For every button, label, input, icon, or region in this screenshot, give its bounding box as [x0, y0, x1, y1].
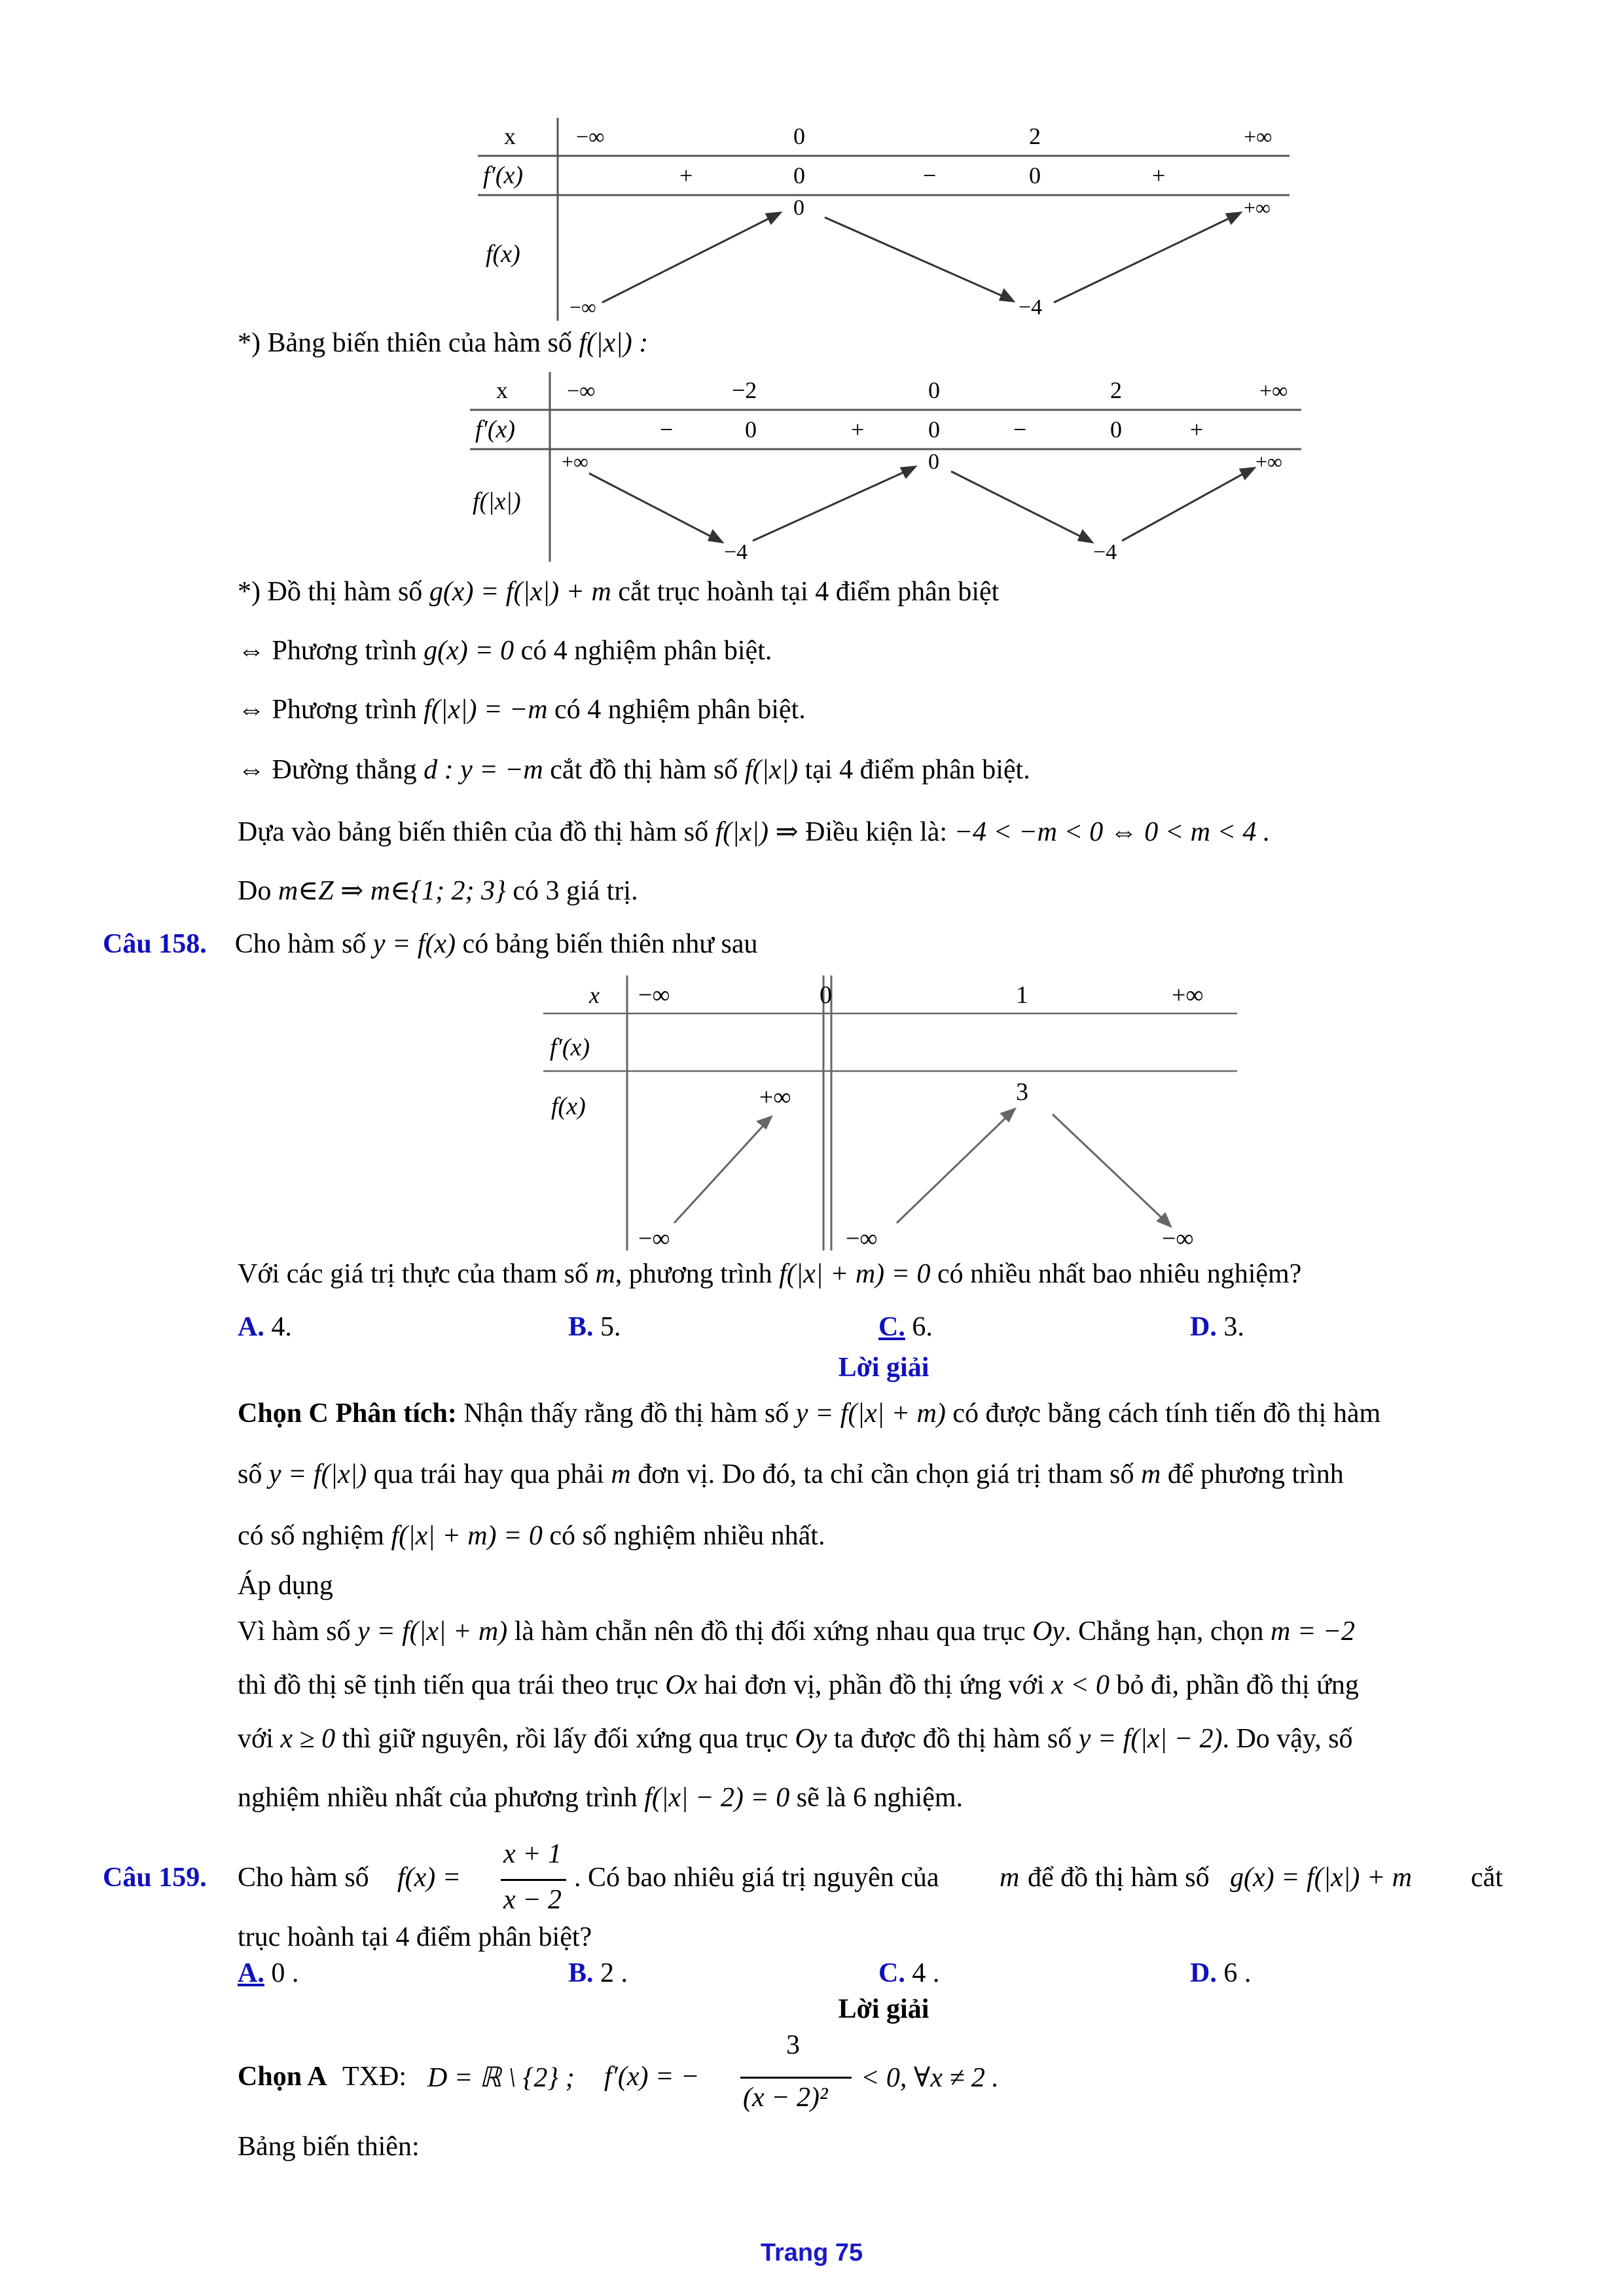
q158-option-a[interactable]	[238, 1311, 292, 1343]
q158-s8-formula: f(|x| − 2) = 0	[644, 1783, 790, 1813]
q158-ask-m: m	[595, 1259, 615, 1289]
q159-opt-a-letter: A.	[238, 1958, 264, 1988]
line-equiv-1	[238, 635, 772, 666]
q158-sol-line7	[238, 1723, 1353, 1755]
q158-ask-text3: có nhiều nhất bao nhiêu nghiệm?	[937, 1259, 1302, 1289]
q158-ask-text2: , phương trình	[615, 1259, 772, 1289]
t2-fp-5: 0	[1110, 416, 1122, 443]
q159-opt-a-value: 0 .	[271, 1958, 299, 1988]
q158-s2-text3: đơn vị. Do đó, ta chỉ cần chọn giá trị tham số	[638, 1459, 1134, 1489]
l2-text: ⇔ Phương trình	[238, 636, 417, 666]
q159-s1-den: (x − 2)²	[743, 2083, 828, 2113]
q159-opt-d-letter: D.	[1190, 1958, 1217, 1988]
q158-s5-text3: . Chẳng hạn, chọn	[1064, 1616, 1264, 1647]
q159-s1-domain: D = ℝ \ {2} ;	[427, 2063, 575, 2093]
line-equiv-2	[238, 694, 806, 725]
l1-text: *) Đồ thị hàm số	[238, 577, 423, 607]
q158-s6-text: thì đồ thị sẽ tịnh tiến qua trái theo trục	[238, 1670, 659, 1700]
q159-text: Cho hàm số	[238, 1863, 369, 1893]
t2-f-0: +∞	[562, 450, 588, 473]
t2-f-3: −4	[1093, 540, 1117, 562]
t2-label-f: f(|x|)	[473, 488, 521, 515]
q158-t-f-4: −∞	[1162, 1225, 1194, 1250]
t2-x-1: −2	[732, 377, 757, 403]
t2-x-3: 2	[1110, 377, 1122, 403]
q158-s2-m: m	[611, 1459, 631, 1489]
q159-text3: để đồ thị hàm số	[1028, 1863, 1210, 1893]
q158-s2-text2: qua trái hay qua phải	[373, 1459, 604, 1489]
l1-text2: cắt trục hoành tại 4 điểm phân biệt	[618, 577, 1000, 607]
t1-x-0: −∞	[576, 125, 605, 149]
q158-sol-line4: Áp dụng	[238, 1571, 333, 1601]
q158-s5-formula2: m = −2	[1271, 1616, 1356, 1647]
q158-ask-formula: f(|x| + m) = 0	[779, 1259, 931, 1289]
q159-frac-num: x + 1	[503, 1839, 562, 1869]
t1-fp-2: −	[923, 162, 937, 189]
t1-label-f: f(x)	[486, 240, 520, 268]
q158-s3-text: có số nghiệm	[238, 1521, 384, 1551]
q159-s1-bold: Chọn A	[238, 2062, 327, 2092]
q158-s7-text: với	[238, 1724, 274, 1754]
bbt-title-text: *) Bảng biến thiên của hàm số	[238, 328, 572, 358]
l6-text2: có 3 giá trị.	[513, 876, 638, 906]
q158-opt-b-value: 5.	[600, 1312, 621, 1342]
t1-x-3: +∞	[1244, 125, 1272, 149]
q159-stem-line2: trục hoành tại 4 điểm phân biệt?	[238, 1922, 592, 1952]
l3-text2: có 4 nghiệm phân biệt.	[554, 695, 806, 725]
q158-s6-text2: hai đơn vị, phần đồ thị ứng với	[704, 1670, 1045, 1700]
l6-formula: m∈Z ⇒ m∈{1; 2; 3}	[278, 876, 506, 906]
q158-s7-text4: . Do vậy, số	[1222, 1724, 1353, 1754]
q158-label: Câu 158.	[103, 929, 207, 959]
l2-text2: có 4 nghiệm phân biệt.	[520, 636, 772, 666]
t1-label-fp: f′(x)	[483, 162, 524, 189]
t1-fp-1: 0	[793, 162, 805, 189]
q158-s8-text2: sẽ là 6 nghiệm.	[796, 1783, 964, 1813]
q158-s7-formula: x ≥ 0	[280, 1724, 336, 1754]
line-equiv-3	[238, 754, 1030, 786]
q158-s6-ox: Ox	[665, 1670, 698, 1700]
l4-text2: cắt đồ thị hàm số	[550, 755, 738, 785]
q158-opt-c-letter: C.	[878, 1312, 905, 1342]
t2-fp-6: +	[1190, 416, 1204, 443]
q159-opt-b-value: 2 .	[600, 1958, 628, 1988]
variation-table-f-abs	[470, 372, 1301, 562]
t1-x-1: 0	[793, 123, 805, 149]
q158-t-f-2: −∞	[638, 1225, 670, 1250]
q158-s7-text2: thì giữ nguyên, rồi lấy đối xứng qua trục	[342, 1724, 788, 1754]
t2-f-4: +∞	[1255, 450, 1282, 473]
q158-s2-formula: y = f(|x|)	[268, 1459, 367, 1489]
q158-s1-text: Nhận thấy rằng đồ thị hàm số	[463, 1398, 789, 1429]
l4-formula2: f(|x|)	[744, 755, 799, 785]
q158-sol-line5	[238, 1616, 1355, 1647]
l4-text: ⇔ Đường thẳng	[238, 755, 417, 785]
q158-s2-text4: để phương trình	[1167, 1459, 1344, 1489]
t2-f-1: −4	[724, 540, 748, 562]
q159-option-c[interactable]	[878, 1958, 939, 1989]
q158-s2-m2: m	[1140, 1459, 1161, 1489]
l5-formula: f(|x|) ⇒	[715, 817, 799, 847]
q158-t-f-1: 3	[1016, 1078, 1028, 1106]
q158-s5-text2: là hàm chẵn nên đồ thị đối xứng nhau qua trục	[514, 1616, 1026, 1647]
q158-t-label-f: f(x)	[551, 1093, 586, 1120]
t1-x-2: 2	[1029, 123, 1041, 149]
t1-fp-4: +	[1152, 162, 1166, 189]
q159-label: Câu 159.	[103, 1863, 207, 1893]
q159-gx: g(x) = f(|x|) + m	[1230, 1863, 1413, 1893]
t2-fp-0: −	[660, 416, 674, 443]
q158-question	[238, 1258, 1301, 1290]
q158-s8-text: nghiệm nhiều nhất của phương trình	[238, 1783, 638, 1813]
t2-fp-1: 0	[745, 416, 757, 443]
q158-s3-formula: f(|x| + m) = 0	[391, 1521, 543, 1551]
q158-s1-bold: Chọn C Phân tích:	[238, 1398, 457, 1429]
q158-opt-b-letter: B.	[568, 1312, 594, 1342]
line-conclusion	[238, 874, 638, 907]
l3-text: ⇔ Phương trình	[238, 695, 417, 725]
l4-text3: tại 4 điểm phân biệt.	[804, 755, 1030, 785]
q158-option-c[interactable]	[878, 1311, 933, 1343]
t2-fp-2: +	[851, 416, 865, 443]
bbt-f-abs-title	[238, 327, 648, 359]
q158-text2: có bảng biến thiên như sau	[462, 929, 758, 959]
q158-s1-text2: có được bằng cách tính tiến đồ thị hàm	[952, 1398, 1381, 1429]
q159-sol-line1	[238, 2030, 1481, 2115]
q159-text2: . Có bao nhiêu giá trị nguyên của	[574, 1863, 939, 1893]
line-graph-condition	[238, 576, 999, 608]
line-condition	[238, 815, 1270, 848]
variation-table-f	[478, 118, 1290, 321]
q158-sol-line6	[238, 1669, 1359, 1701]
q158-s5-text: Vì hàm số	[238, 1616, 351, 1647]
q158-ask-text: Với các giá trị thực của tham số	[238, 1259, 588, 1289]
t1-f-2: −4	[1019, 295, 1043, 319]
q158-s7-oy: Oy	[795, 1724, 827, 1754]
bbt-title-formula: f(|x|) :	[579, 328, 649, 358]
q158-text: Cho hàm số	[234, 929, 367, 959]
t2-x-2: 0	[928, 377, 940, 403]
q158-t-x-3: +∞	[1172, 981, 1204, 1009]
q158-opt-d-letter: D.	[1190, 1312, 1217, 1342]
q159-frac-bar	[501, 1879, 566, 1881]
t2-f-2: 0	[928, 450, 939, 474]
q158-sol-line8	[238, 1782, 963, 1813]
q158-s3-text2: có số nghiệm nhiều nhất.	[549, 1521, 825, 1551]
q158-stem	[103, 928, 757, 960]
q159-s1-txd: TXĐ:	[342, 2062, 406, 2092]
q159-text4: cắt	[1471, 1863, 1503, 1893]
q158-t-x-1: 0	[820, 981, 832, 1009]
q159-s1-fprime: f′(x) = −	[604, 2062, 700, 2092]
q159-solution-title: Lời giải	[838, 1994, 929, 2024]
q159-opt-d-value: 6 .	[1223, 1958, 1252, 1988]
t2-fp-3: 0	[928, 416, 940, 443]
q158-solution-title: Lời giải	[838, 1353, 929, 1383]
l1-formula: g(x) = f(|x|) + m	[429, 577, 611, 607]
q158-s1-formula: y = f(|x| + m)	[795, 1398, 946, 1429]
q159-option-d[interactable]	[1190, 1958, 1251, 1989]
q159-sol-line2: Bảng biến thiên:	[238, 2132, 420, 2162]
q159-option-a[interactable]	[238, 1958, 298, 1989]
q159-s1-frac-bar	[740, 2077, 852, 2079]
q159-frac-den: x − 2	[503, 1885, 562, 1915]
q158-option-d[interactable]	[1190, 1311, 1244, 1343]
q158-opt-a-value: 4.	[271, 1312, 292, 1342]
q158-t-x-2: 1	[1016, 981, 1028, 1009]
q158-sol-line1	[238, 1398, 1380, 1429]
q158-opt-d-value: 3.	[1223, 1312, 1244, 1342]
q158-s7-formula2: y = f(|x| − 2)	[1078, 1724, 1223, 1754]
l6-text: Do	[238, 876, 272, 906]
t1-f-1: 0	[793, 196, 804, 220]
q159-s1-num: 3	[786, 2030, 800, 2060]
t2-x-0: −∞	[567, 379, 596, 403]
q158-t-label-x: x	[589, 982, 600, 1008]
q158-s2-text: số	[238, 1459, 262, 1489]
t2-label-fp: f′(x)	[475, 416, 516, 443]
t1-fp-3: 0	[1029, 162, 1041, 189]
l5-text: Dựa vào bảng biến thiên của đồ thị hàm số	[238, 817, 709, 847]
l3-formula: f(|x|) = −m	[424, 695, 548, 725]
q158-sol-line3	[238, 1520, 825, 1552]
l2-formula: g(x) = 0	[424, 636, 514, 666]
q158-s5-formula: y = f(|x| + m)	[357, 1616, 508, 1647]
q158-s6-text3: bỏ đi, phần đồ thị ứng	[1116, 1670, 1359, 1700]
q158-formula: y = f(x)	[372, 929, 456, 959]
q158-s6-formula: x < 0	[1051, 1670, 1110, 1700]
l5-inequality: −4 < −m < 0 ⇔ 0 < m < 4 .	[954, 817, 1271, 847]
q159-opt-b-letter: B.	[568, 1958, 594, 1988]
t2-x-4: +∞	[1259, 379, 1288, 403]
t1-label-x: x	[504, 123, 516, 149]
t2-fp-4: −	[1013, 416, 1027, 443]
q158-opt-c-value: 6.	[912, 1312, 933, 1342]
q158-t-f-3: −∞	[846, 1225, 878, 1250]
q159-s1-ineq: < 0, ∀x ≠ 2 .	[861, 2063, 999, 2093]
q158-sol-line2	[238, 1459, 1344, 1490]
t1-fp-0: +	[679, 162, 693, 189]
q158-t-x-0: −∞	[638, 981, 670, 1009]
t1-f-3: +∞	[1244, 196, 1271, 219]
page-number: Trang 75	[760, 2239, 863, 2267]
q158-variation-table	[543, 975, 1237, 1250]
q159-opt-c-value: 4 .	[912, 1958, 940, 1988]
t1-f-0: −∞	[569, 295, 596, 319]
t2-label-x: x	[496, 377, 508, 403]
q159-option-b[interactable]	[568, 1958, 628, 1989]
l4-formula: d : y = −m	[424, 755, 543, 785]
q158-s5-oy: Oy	[1032, 1616, 1065, 1647]
q159-opt-c-letter: C.	[878, 1958, 905, 1988]
l5-text2: Điều kiện là:	[805, 817, 948, 847]
q158-t-label-fp: f′(x)	[550, 1034, 590, 1061]
q159-fx: f(x) =	[397, 1863, 461, 1893]
q159-m: m	[1000, 1863, 1020, 1893]
q158-t-f-0: +∞	[759, 1084, 791, 1111]
q158-s7-text3: ta được đồ thị hàm số	[833, 1724, 1072, 1754]
q158-option-b[interactable]	[568, 1311, 621, 1343]
q158-opt-a-letter: A.	[238, 1312, 264, 1342]
